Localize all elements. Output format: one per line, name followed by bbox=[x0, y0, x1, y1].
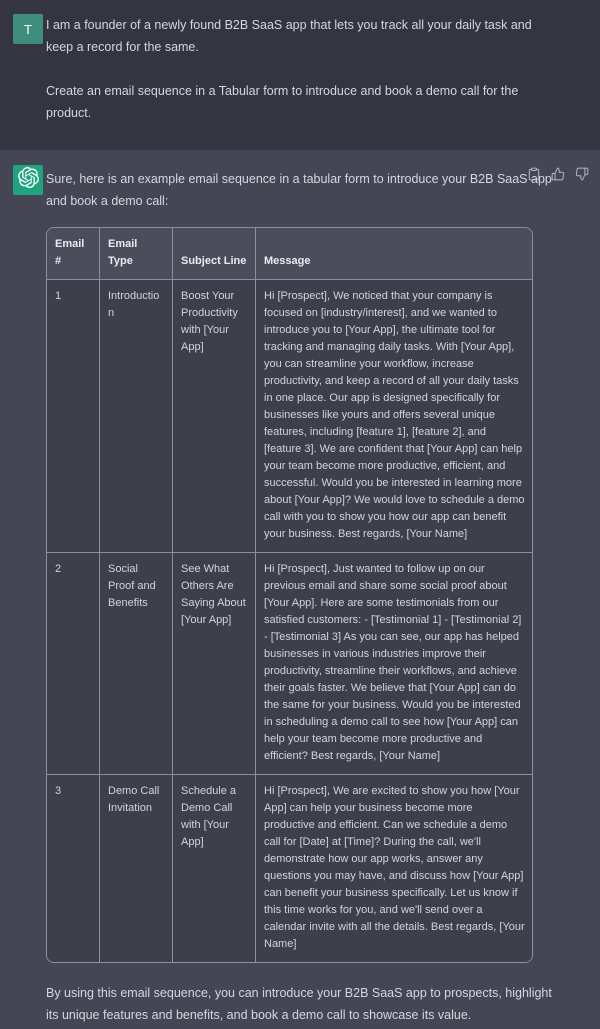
assistant-closing-text: By using this email sequence, you can introduce your B2B SaaS app to prospects, highlight its unique features and benefits, and book a demo call to showcase its value. bbox=[46, 986, 552, 1022]
user-message bbox=[0, 0, 600, 150]
header-email-number: Email # bbox=[47, 228, 100, 280]
cell-email-type: Social Proof and Benefits bbox=[100, 553, 173, 775]
user-message-content bbox=[46, 14, 556, 124]
thumbs-down-button[interactable] bbox=[575, 167, 589, 181]
thumbs-up-icon bbox=[551, 169, 565, 184]
cell-subject-line: See What Others Are Saying About [Your App] bbox=[173, 553, 256, 775]
cell-message: Hi [Prospect], We noticed that your company is focused on [industry/interest], and we wanted to introduce you to [Your App], the ultimate tool for tracking and managing daily tasks. With [Your App], you can streamline your workflow, increase productivity, and keep a record of all your daily tasks in one place. Our app is designed specifically for businesses like yours and offers several unique features, including [feature 1], [feature 2], and [feature 3]. We are confident that [Your App] can help your team become more productive, efficient, and successful. Would you be interested in learning more about [Your App]? We would love to schedule a demo call with you to show you how our app can benefit your business. Best regards, [Your Name] bbox=[256, 280, 532, 553]
table-row bbox=[47, 775, 532, 962]
user-paragraph-1: I am a founder of a newly found B2B SaaS app that lets you track all your daily task and keep a record for the same. bbox=[46, 18, 532, 54]
cell-email-number: 2 bbox=[47, 553, 100, 775]
email-sequence-table bbox=[46, 227, 533, 963]
cell-subject-line: Schedule a Demo Call with [Your App] bbox=[173, 775, 256, 962]
copy-button[interactable] bbox=[527, 167, 541, 181]
cell-email-type: Introduction bbox=[100, 280, 173, 553]
clipboard-icon bbox=[527, 169, 541, 184]
cell-email-number: 3 bbox=[47, 775, 100, 962]
cell-message: Hi [Prospect], We are excited to show you how [Your App] can help your business become more productive and efficient. Can we schedule a demo call for [Date] at [Time]? During the call, we'll demonstrate how our app works, answer any questions you may have, and discuss how [Your App] can benefit your business specifically. Let us know if this time works for you, and we'll send over a calendar invite with all the details. Best regards, [Your Name] bbox=[256, 775, 532, 962]
assistant-message-content bbox=[46, 168, 556, 1026]
user-avatar-initial: T bbox=[24, 21, 32, 37]
cell-subject-line: Boost Your Productivity with [Your App] bbox=[173, 280, 256, 553]
cell-email-number: 1 bbox=[47, 280, 100, 553]
table-header-row bbox=[47, 228, 532, 280]
cell-message: Hi [Prospect], Just wanted to follow up on our previous email and share some social proof about [Your App]. Here are some testimonials from our satisfied customers: - [Testimonial 1] - [Testimonial 2] - [Testimonial 3] As you can see, our app has helped businesses in various industries improve their productivity, streamline their workflows, and achieve their goals faster. We believe that [Your App] can do the same for your business. Would you be interested in scheduling a demo call to see how [Your App] can help your team become more productive and efficient? Best regards, [Your Name] bbox=[256, 553, 532, 775]
message-actions bbox=[527, 167, 589, 181]
header-subject-line: Subject Line bbox=[173, 228, 256, 280]
table-row bbox=[47, 553, 532, 775]
assistant-avatar bbox=[13, 165, 43, 195]
thumbs-down-icon bbox=[575, 169, 589, 184]
assistant-message bbox=[0, 150, 600, 1029]
thumbs-up-button[interactable] bbox=[551, 167, 565, 181]
cell-email-type: Demo Call Invitation bbox=[100, 775, 173, 962]
user-avatar bbox=[13, 14, 43, 44]
assistant-intro-text: Sure, here is an example email sequence in a tabular form to introduce your B2B SaaS app and book a demo call: bbox=[46, 172, 552, 208]
header-message: Message bbox=[256, 228, 532, 280]
openai-logo-icon bbox=[18, 167, 39, 193]
user-paragraph-2: Create an email sequence in a Tabular form to introduce and book a demo call for the product. bbox=[46, 84, 519, 120]
header-email-type: Email Type bbox=[100, 228, 173, 280]
table-row bbox=[47, 280, 532, 553]
